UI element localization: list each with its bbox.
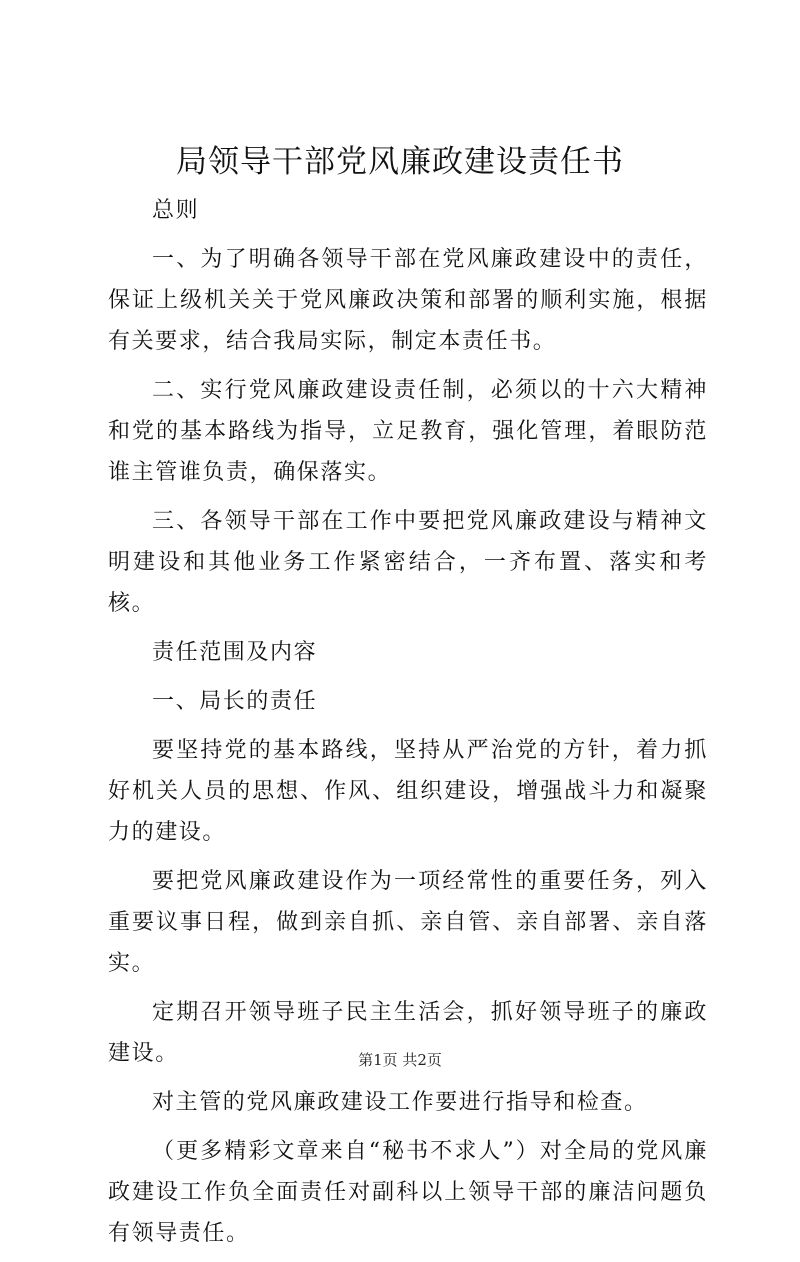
paragraph: 二、实行党风廉政建设责任制，必须以的十六大精神和党的基本路线为指导，立足教育，强化管理，着眼防范谁主管谁负责，确保落实。 <box>108 378 708 485</box>
paragraph: （更多精彩文章来自“秘书不求人”）对全局的党风廉政建设工作负全面责任对副科以上领导干部的廉洁问题负有领导责任。 <box>108 1139 708 1246</box>
paragraph: 对主管的党风廉政建设工作要进行指导和检查。 <box>152 1090 648 1115</box>
section-heading-general: 总则 <box>152 198 200 223</box>
page-footer <box>0 1050 800 1070</box>
paragraph: 一、为了明确各领导干部在党风廉政建设中的责任，保证上级机关关于党风廉政决策和部署的顺利实施，根据有关要求，结合我局实际，制定本责任书。 <box>108 247 708 354</box>
subsection-heading: 一、局长的责任 <box>152 689 318 714</box>
section-heading-scope: 责任范围及内容 <box>152 640 318 665</box>
paragraph: 定期召开领导班子民主生活会，抓好领导班子的廉政建设。 <box>108 1000 708 1066</box>
document-body <box>108 190 708 1262</box>
document-title: 局领导干部党风廉政建设责任书 <box>176 144 624 180</box>
paragraph: 要坚持党的基本路线，坚持从严治党的方针，着力抓好机关人员的思想、作风、组织建设，增强战斗力和凝聚力的建设。 <box>108 738 708 845</box>
paragraph: 要把党风廉政建设作为一项经常性的重要任务，列入重要议事日程，做到亲自抓、亲自管、亲自部署、亲自落实。 <box>108 869 708 976</box>
page-indicator: 第1页 共2页 <box>358 1051 442 1069</box>
paragraph: 三、各领导干部在工作中要把党风廉政建设与精神文明建设和其他业务工作紧密结合，一齐布置、落实和考核。 <box>108 509 708 616</box>
